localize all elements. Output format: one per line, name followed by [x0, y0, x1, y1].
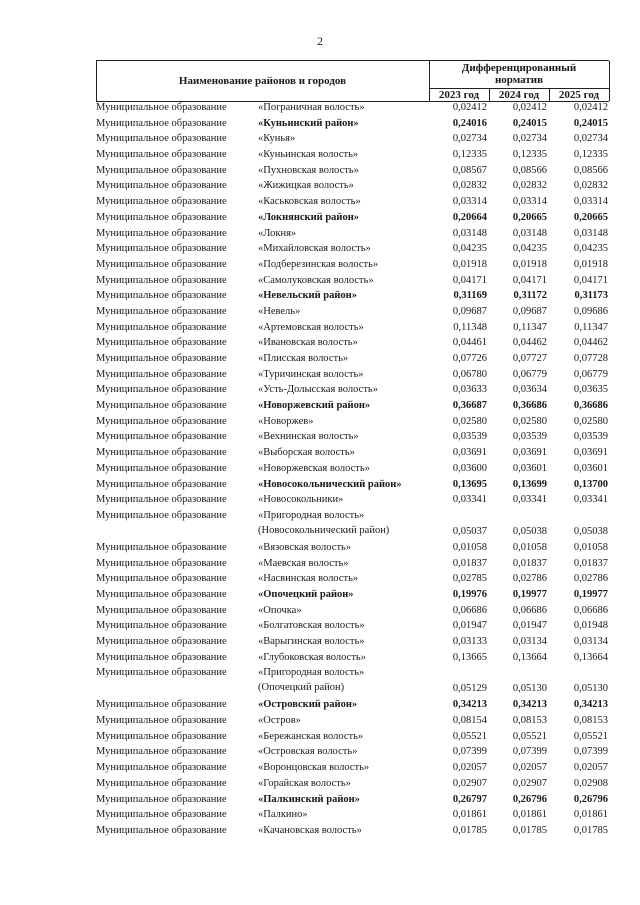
header-year-2024: 2024 год [498, 89, 540, 101]
row-value-2024: 0,02907 [512, 777, 547, 789]
row-value-2023: 0,03691 [452, 447, 487, 459]
row-value-2023: 0,07726 [452, 353, 487, 364]
row-type: Муниципальное образование [96, 509, 227, 521]
table-row [0, 477, 640, 493]
row-value-2025: 0,03539 [573, 431, 608, 443]
row-value-2023: 0,11348 [453, 321, 487, 333]
row-name: «Опочка» [258, 604, 302, 616]
row-value-2024: 0,13664 [512, 651, 547, 663]
row-type: Муниципальное образование [96, 133, 227, 145]
row-value-2023: 0,05129 [452, 683, 487, 695]
row-value-2024: 0,20665 [512, 211, 547, 223]
row-value-2024: 0,01058 [512, 541, 547, 553]
row-value-2025: 0,02580 [573, 415, 608, 427]
table-row [0, 194, 640, 210]
row-value-2023: 0,09687 [452, 305, 487, 317]
table-row [0, 241, 640, 257]
row-value-2025: 0,03314 [573, 196, 608, 208]
row-type: Муниципальное образование [96, 730, 227, 742]
row-value-2024: 0,03691 [512, 447, 547, 459]
row-value-2025: 0,03691 [573, 447, 608, 459]
row-name-continuation: (Опочецкий район) [258, 682, 345, 694]
row-value-2023: 0,13665 [452, 651, 487, 663]
table-row [0, 540, 640, 556]
table-row [0, 729, 640, 745]
row-type: Муниципальное образование [96, 636, 227, 647]
table-row [0, 163, 640, 179]
table-row [0, 603, 640, 619]
row-type: Муниципальное образование [96, 777, 227, 789]
row-type: Муниципальное образование [96, 793, 227, 805]
row-name: «Новоржев» [258, 415, 314, 427]
table-row [0, 210, 640, 226]
row-name: «Выборская волость» [258, 447, 355, 459]
row-value-2023: 0,06686 [452, 604, 487, 616]
row-type: Муниципальное образование [96, 149, 227, 161]
row-value-2024: 0,02057 [512, 762, 547, 774]
row-type: Муниципальное образование [96, 180, 227, 192]
table-row [0, 618, 640, 634]
table-row [0, 744, 640, 760]
row-name: «Качановская волость» [258, 824, 362, 836]
table-row [0, 492, 640, 508]
row-value-2025: 0,07399 [573, 746, 608, 758]
row-value-2023: 0,06780 [452, 368, 487, 380]
row-value-2023: 0,26797 [452, 793, 487, 805]
row-value-2025: 0,01861 [573, 809, 608, 821]
row-type: Муниципальное образование [96, 699, 227, 711]
row-value-2023: 0,05521 [452, 730, 487, 742]
header-norm-line2: норматив [494, 74, 544, 86]
row-type: Муниципальное образование [96, 368, 227, 380]
row-value-2025: 0,05130 [573, 683, 608, 695]
table-row [0, 807, 640, 823]
table-row [0, 382, 640, 398]
row-value-2023: 0,24016 [452, 117, 487, 129]
row-value-2023: 0,36687 [452, 400, 487, 412]
row-type: Муниципальное образование [96, 809, 227, 821]
row-value-2025: 0,02908 [573, 777, 608, 789]
row-value-2024: 0,11347 [513, 321, 547, 333]
row-value-2023: 0,01947 [452, 620, 487, 632]
row-value-2025: 0,05521 [573, 730, 608, 742]
row-value-2023: 0,08567 [452, 164, 487, 176]
row-name: «Плисская волость» [258, 353, 349, 364]
row-name: «Островский район» [258, 699, 358, 711]
row-value-2024: 0,03314 [512, 196, 547, 208]
row-value-2025: 0,04235 [573, 243, 608, 255]
row-type: Муниципальное образование [96, 415, 227, 427]
row-value-2024: 0,05038 [512, 525, 547, 537]
row-type: Муниципальное образование [96, 557, 227, 569]
row-type: Муниципальное образование [96, 462, 227, 474]
row-value-2024: 0,26796 [512, 793, 547, 805]
row-value-2024: 0,02734 [512, 133, 547, 145]
row-name: «Пригородная волость» [258, 509, 365, 521]
row-name: «Горайская волость» [258, 777, 351, 789]
row-value-2023: 0,04171 [452, 274, 487, 286]
row-value-2024: 0,04171 [512, 274, 547, 286]
row-name: «Насвинская волость» [258, 573, 359, 585]
table-row [0, 760, 640, 776]
row-name: «Вехнинская волость» [258, 431, 359, 443]
row-value-2023: 0,01837 [452, 557, 487, 569]
table-row [0, 713, 640, 729]
row-value-2024: 0,03134 [512, 636, 547, 647]
table-row [0, 320, 640, 336]
table-row [0, 571, 640, 587]
row-name: «Палкино» [258, 809, 308, 821]
row-value-2024: 0,01837 [512, 557, 547, 569]
row-value-2025: 0,01948 [573, 620, 608, 632]
table-row [0, 116, 640, 132]
row-value-2025: 0,01058 [573, 541, 608, 553]
header-norm-line1: Дифференцированный [461, 62, 577, 74]
row-value-2024: 0,02580 [512, 415, 547, 427]
row-value-2025: 0,36686 [573, 400, 608, 412]
row-name: «Пухновская волость» [258, 164, 359, 176]
row-name: «Михайловская волость» [258, 243, 371, 255]
row-value-2024: 0,05130 [512, 683, 547, 695]
row-type: Муниципальное образование [96, 243, 227, 255]
row-value-2024: 0,02832 [512, 180, 547, 192]
row-name: «Кунья» [258, 133, 296, 145]
row-name: «Болгатовская волость» [258, 620, 365, 632]
row-value-2024: 0,01918 [512, 258, 547, 270]
row-name: «Пригородная волость» [258, 667, 365, 679]
row-value-2024: 0,03601 [512, 462, 547, 474]
row-value-2023: 0,03133 [452, 636, 487, 647]
row-value-2025: 0,02734 [573, 133, 608, 145]
row-value-2025: 0,03601 [573, 462, 608, 474]
row-value-2025: 0,19977 [573, 588, 608, 600]
row-value-2023: 0,03600 [452, 462, 487, 474]
row-type: Муниципальное образование [96, 400, 227, 412]
row-name: «Новоржевская волость» [258, 462, 370, 474]
table-row [0, 273, 640, 289]
row-value-2023: 0,02734 [452, 133, 487, 145]
row-name: «Самолуковская волость» [258, 274, 374, 286]
row-type: Муниципальное образование [96, 478, 227, 490]
row-type: Муниципальное образование [96, 447, 227, 459]
row-name: «Остров» [258, 715, 301, 727]
row-value-2024: 0,06686 [512, 604, 547, 616]
row-type: Муниципальное образование [96, 667, 227, 679]
row-value-2023: 0,34213 [452, 699, 487, 711]
row-type: Муниципальное образование [96, 620, 227, 632]
row-value-2023: 0,02832 [452, 180, 487, 192]
row-value-2025: 0,24015 [573, 117, 608, 129]
header-year-2025: 2025 год [558, 89, 600, 101]
row-type: Муниципальное образование [96, 353, 227, 364]
row-value-2025: 0,13700 [573, 478, 608, 490]
row-value-2025: 0,06686 [573, 604, 608, 616]
row-name: «Маевская волость» [258, 557, 349, 569]
row-value-2023: 0,31169 [453, 290, 487, 302]
table-row [0, 776, 640, 792]
row-value-2023: 0,02785 [452, 573, 487, 585]
table-header [96, 60, 609, 101]
row-value-2025: 0,03148 [573, 227, 608, 239]
row-type: Муниципальное образование [96, 541, 227, 553]
table-row [0, 556, 640, 572]
table-row [0, 587, 640, 603]
row-value-2025: 0,02832 [573, 180, 608, 192]
row-value-2024: 0,02412 [512, 102, 547, 113]
row-value-2025: 0,02412 [573, 102, 608, 113]
row-value-2023: 0,04461 [452, 337, 487, 349]
row-value-2024: 0,24015 [512, 117, 547, 129]
row-value-2023: 0,02580 [452, 415, 487, 427]
header-year-2023: 2023 год [438, 89, 480, 101]
row-type: Муниципальное образование [96, 494, 227, 506]
row-value-2023: 0,01861 [452, 809, 487, 821]
row-value-2025: 0,03635 [573, 384, 608, 396]
row-name: «Локнянский район» [258, 211, 360, 223]
row-value-2025: 0,06779 [573, 368, 608, 380]
row-value-2025: 0,09686 [573, 305, 608, 317]
table-row [0, 131, 640, 147]
row-value-2023: 0,13695 [452, 478, 487, 490]
row-type: Муниципальное образование [96, 604, 227, 616]
row-name: «Вязовская волость» [258, 541, 352, 553]
row-value-2025: 0,08153 [573, 715, 608, 727]
table-row [0, 398, 640, 414]
page-number: 2 [317, 34, 323, 48]
row-value-2025: 0,01785 [573, 824, 608, 836]
table-row [0, 665, 640, 697]
row-value-2025: 0,04171 [573, 274, 608, 286]
row-name: «Куньинская волость» [258, 149, 359, 161]
row-value-2024: 0,07727 [512, 353, 547, 364]
row-value-2023: 0,03148 [452, 227, 487, 239]
row-value-2023: 0,02057 [452, 762, 487, 774]
row-type: Муниципальное образование [96, 588, 227, 600]
table-row [0, 823, 640, 839]
row-value-2024: 0,04462 [512, 337, 547, 349]
row-value-2024: 0,06779 [512, 368, 547, 380]
row-value-2025: 0,02057 [573, 762, 608, 774]
row-type: Муниципальное образование [96, 164, 227, 176]
row-type: Муниципальное образование [96, 211, 227, 223]
row-value-2025: 0,07728 [573, 353, 608, 364]
row-name: «Варыгинская волость» [258, 636, 365, 647]
row-name: «Невель» [258, 305, 301, 317]
row-type: Муниципальное образование [96, 384, 227, 396]
row-value-2023: 0,02907 [452, 777, 487, 789]
row-type: Муниципальное образование [96, 196, 227, 208]
row-name: «Новосокольнический район» [258, 478, 402, 490]
row-type: Муниципальное образование [96, 321, 227, 333]
row-type: Муниципальное образование [96, 102, 227, 113]
row-value-2024: 0,04235 [512, 243, 547, 255]
row-name: «Новосокольники» [258, 494, 344, 506]
row-value-2024: 0,13699 [512, 478, 547, 490]
row-name: «Артемовская волость» [258, 321, 364, 333]
row-value-2023: 0,04235 [452, 243, 487, 255]
row-value-2023: 0,01918 [452, 258, 487, 270]
row-value-2024: 0,01785 [512, 824, 547, 836]
row-name: «Невельский район» [258, 290, 357, 302]
row-type: Муниципальное образование [96, 715, 227, 727]
row-value-2025: 0,12335 [573, 149, 608, 161]
table-row [0, 304, 640, 320]
row-value-2024: 0,07399 [512, 746, 547, 758]
row-type: Муниципальное образование [96, 305, 227, 317]
row-value-2024: 0,05521 [512, 730, 547, 742]
row-value-2023: 0,08154 [452, 715, 487, 727]
table-row [0, 429, 640, 445]
table-row [0, 351, 640, 367]
row-name: «Куньинский район» [258, 117, 359, 129]
row-type: Муниципальное образование [96, 573, 227, 585]
row-value-2024: 0,31172 [513, 290, 547, 302]
row-type: Муниципальное образование [96, 651, 227, 663]
row-value-2024: 0,03148 [512, 227, 547, 239]
table-row [0, 634, 640, 650]
row-name: «Ивановская волость» [258, 337, 358, 349]
table-row [0, 508, 640, 540]
row-value-2024: 0,01947 [512, 620, 547, 632]
row-value-2023: 0,03314 [452, 196, 487, 208]
row-name: «Опочецкий район» [258, 588, 354, 600]
row-value-2024: 0,03634 [512, 384, 547, 396]
row-type: Муниципальное образование [96, 824, 227, 836]
table-row [0, 445, 640, 461]
row-value-2023: 0,01058 [452, 541, 487, 553]
row-value-2023: 0,20664 [452, 211, 487, 223]
table-row [0, 461, 640, 477]
table-row [0, 288, 640, 304]
row-value-2024: 0,36686 [512, 400, 547, 412]
row-type: Муниципальное образование [96, 117, 227, 129]
row-name: «Палкинский район» [258, 793, 360, 805]
row-name: «Воронцовская волость» [258, 762, 370, 774]
row-value-2025: 0,20665 [573, 211, 608, 223]
row-value-2023: 0,01785 [452, 824, 487, 836]
row-value-2025: 0,26796 [573, 793, 608, 805]
row-value-2024: 0,34213 [512, 699, 547, 711]
row-type: Муниципальное образование [96, 431, 227, 443]
table-row [0, 335, 640, 351]
row-name: «Подберезинская волость» [258, 258, 379, 270]
table-body [0, 100, 640, 839]
row-name: «Туричинская волость» [258, 368, 364, 380]
row-name: «Пограничная волость» [258, 102, 365, 113]
row-type: Муниципальное образование [96, 227, 227, 239]
row-value-2025: 0,11347 [574, 321, 608, 333]
table-row [0, 414, 640, 430]
table-row [0, 792, 640, 808]
table-row [0, 367, 640, 383]
row-name: «Островская волость» [258, 746, 358, 758]
row-value-2025: 0,01918 [573, 258, 608, 270]
header-name-column: Наименование районов и городов [178, 75, 347, 87]
row-value-2024: 0,09687 [512, 305, 547, 317]
row-value-2025: 0,02786 [573, 573, 608, 585]
row-type: Муниципальное образование [96, 762, 227, 774]
row-name: «Усть-Долысская волость» [258, 384, 378, 396]
row-value-2024: 0,02786 [512, 573, 547, 585]
row-value-2023: 0,03633 [452, 384, 487, 396]
row-value-2024: 0,12335 [512, 149, 547, 161]
row-value-2024: 0,03539 [512, 431, 547, 443]
table-row [0, 178, 640, 194]
row-type: Муниципальное образование [96, 274, 227, 286]
row-value-2025: 0,01837 [573, 557, 608, 569]
row-value-2023: 0,07399 [452, 746, 487, 758]
row-type: Муниципальное образование [96, 258, 227, 270]
row-name: «Каськовская волость» [258, 196, 361, 208]
table-row [0, 697, 640, 713]
row-value-2024: 0,08153 [512, 715, 547, 727]
row-value-2025: 0,13664 [573, 651, 608, 663]
row-type: Муниципальное образование [96, 290, 227, 302]
row-value-2025: 0,03134 [573, 636, 608, 647]
table-row [0, 257, 640, 273]
row-type: Муниципальное образование [96, 746, 227, 758]
row-value-2023: 0,05037 [452, 525, 487, 537]
row-value-2023: 0,02412 [452, 102, 487, 113]
row-value-2025: 0,03341 [573, 494, 608, 506]
table-row [0, 100, 640, 116]
row-name: «Новоржевский район» [258, 400, 371, 412]
row-value-2024: 0,19977 [512, 588, 547, 600]
row-value-2024: 0,08566 [512, 164, 547, 176]
row-value-2024: 0,03341 [512, 494, 547, 506]
row-value-2023: 0,03341 [452, 494, 487, 506]
row-name: «Глубоковская волость» [258, 651, 366, 663]
row-name: «Бережанская волость» [258, 730, 364, 742]
row-value-2023: 0,12335 [452, 149, 487, 161]
row-value-2023: 0,03539 [452, 431, 487, 443]
table-row [0, 226, 640, 242]
row-value-2025: 0,05038 [573, 525, 608, 537]
row-name: «Локня» [258, 227, 297, 239]
row-name: «Жижицкая волость» [258, 180, 354, 192]
row-value-2025: 0,04462 [573, 337, 608, 349]
row-type: Муниципальное образование [96, 337, 227, 349]
table-row [0, 147, 640, 163]
row-value-2024: 0,01861 [512, 809, 547, 821]
row-value-2025: 0,08566 [573, 164, 608, 176]
row-name-continuation: (Новосокольнический район) [258, 524, 390, 536]
row-value-2025: 0,31173 [574, 290, 608, 302]
row-value-2023: 0,19976 [452, 588, 487, 600]
table-row [0, 650, 640, 666]
row-value-2025: 0,34213 [573, 699, 608, 711]
